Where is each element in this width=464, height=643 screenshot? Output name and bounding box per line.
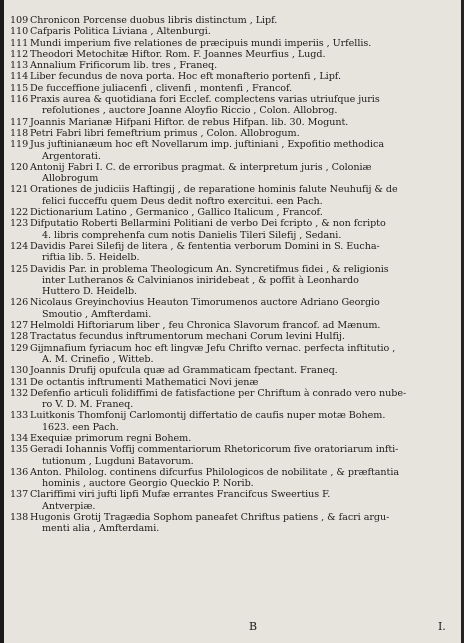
entry-title-continuation: Smoutio , Amfterdami. <box>42 308 152 320</box>
entry-number: 127 <box>10 320 29 332</box>
entry-number: 110 <box>10 26 29 38</box>
catalog-entry <box>10 60 450 71</box>
catalog-entry <box>10 241 450 264</box>
entry-number: 133 <box>10 410 29 422</box>
entry-title: Tractatus fecundus inftrumentorum mechani Corum levini Hulfij. <box>30 331 345 343</box>
catalog-entry <box>10 467 450 490</box>
entry-number: 132 <box>10 387 29 399</box>
catalog-entry <box>10 117 450 128</box>
entry-number: 131 <box>10 376 29 388</box>
catalog-entry <box>10 128 450 139</box>
entry-title-continuation: 1623. een Pach. <box>42 421 119 433</box>
entry-number: 122 <box>10 207 29 219</box>
entry-title-continuation: Allobrogum <box>42 173 99 185</box>
entry-number: 134 <box>10 432 29 444</box>
folio-mark: I. <box>438 620 446 633</box>
catalog-entry <box>10 218 450 241</box>
catalog-entry <box>10 377 450 388</box>
entry-number: 109 <box>10 15 29 26</box>
catalog-entry <box>10 331 450 342</box>
page-left-edge <box>0 0 4 643</box>
entry-number: 135 <box>10 444 29 456</box>
entry-title-continuation: felici fucceffu quem Deus dedit noftro exercitui. een Pach. <box>42 195 323 207</box>
catalog-entry <box>10 343 450 366</box>
entry-number: 116 <box>10 94 29 106</box>
entry-title: Petri Fabri libri femeftrium primus , Colon. Allobrogum. <box>30 127 300 139</box>
entry-title: De octantis inftrumenti Mathematici Novi jenæ <box>30 376 259 388</box>
catalog-entry <box>10 207 450 218</box>
catalog-entry <box>10 26 450 37</box>
catalog-entry <box>10 388 450 411</box>
entry-number: 129 <box>10 342 29 354</box>
entry-title: Dictionarium Latino , Germanico , Gallico Italicum , Francof. <box>30 207 323 219</box>
catalog-entry <box>10 365 450 376</box>
entry-title-continuation: refolutiones , auctore Joanne Aloyfio Riccio , Colon. Allobrog. <box>42 105 338 117</box>
entry-title: Davidis Parei Silefij de litera , & fententia verborum Domini in S. Eucha- <box>30 240 380 252</box>
catalog-entry <box>10 184 450 207</box>
entry-title: Luitkonis Thomfonij Carlomontij differtatio de caufis nuper motæ Bohem. <box>30 410 386 422</box>
entry-number: 111 <box>10 37 29 49</box>
entry-title: Davidis Par. in problema Theologicum An. Syncretifmus fidei , & religionis <box>30 263 389 275</box>
signature-mark: B <box>249 620 258 633</box>
entry-number: 115 <box>10 82 29 94</box>
catalog-entry <box>10 410 450 433</box>
entry-title: Orationes de judiciis Haftingij , de reparatione hominis falute Neuhufij & de <box>30 184 398 196</box>
entry-number: 118 <box>10 127 29 139</box>
catalog-entry <box>10 38 450 49</box>
catalog-entry <box>10 15 450 26</box>
book-catalog-list <box>10 15 450 535</box>
entry-title-continuation: tutionum , Lugduni Batavorum. <box>42 455 194 467</box>
entry-title: De fucceffione juliacenfi , clivenfi , montenfi , Francof. <box>30 82 293 94</box>
catalog-entry <box>10 433 450 444</box>
entry-title-continuation: Huttero D. Heidelb. <box>42 286 138 298</box>
entry-title: Hugonis Grotij Tragædia Sophom paneafet Chriftus patiens , & facri argu- <box>30 512 390 524</box>
entry-title-continuation: A. M. Crinefio , Witteb. <box>42 353 154 365</box>
entry-number: 125 <box>10 263 29 275</box>
entry-number: 114 <box>10 71 29 83</box>
entry-title: Defenfio articuli folidiffimi de fatisfactione per Chriftum à conrado vero nube- <box>30 387 407 399</box>
entry-number: 136 <box>10 466 29 478</box>
catalog-entry <box>10 444 450 467</box>
entry-title: Mundi imperium five relationes de præcipuis mundi imperiis , Urfellis. <box>30 37 372 49</box>
entry-title: Helmoldi Hiftoriarum liber , feu Chronica Slavorum francof. ad Mænum. <box>30 320 381 332</box>
entry-number: 126 <box>10 297 29 309</box>
entry-number: 130 <box>10 365 29 377</box>
catalog-entry <box>10 489 450 512</box>
entry-title-continuation: menti alia , Amfterdami. <box>42 523 160 535</box>
entry-title: Cafparis Politica Liviana , Altenburgi. <box>30 26 211 38</box>
catalog-entry <box>10 49 450 60</box>
entry-title: Jus juftinianæum hoc eft Novellarum imp. juftiniani , Expofitio methodica <box>30 139 384 151</box>
catalog-entry <box>10 264 450 298</box>
entry-title-continuation: Antverpiæ. <box>42 500 96 512</box>
entry-title: Exequiæ primorum regni Bohem. <box>30 432 192 444</box>
catalog-entry <box>10 512 450 535</box>
entry-title: Clariffimi viri jufti lipfi Mufæ errantes Francifcus Sweertius F. <box>30 489 331 501</box>
catalog-entry <box>10 297 450 320</box>
catalog-entry <box>10 139 450 162</box>
catalog-entry <box>10 162 450 185</box>
entry-number: 120 <box>10 161 29 173</box>
entry-number: 121 <box>10 184 29 196</box>
catalog-entry <box>10 94 450 117</box>
entry-title: Anton. Philolog. continens difcurfus Philologicos de nobilitate , & præftantia <box>30 466 400 478</box>
entry-title-continuation: riftia lib. 5. Heidelb. <box>42 252 140 264</box>
entry-number: 112 <box>10 48 29 60</box>
entry-number: 113 <box>10 60 29 72</box>
entry-number: 119 <box>10 139 29 151</box>
entry-title: Liber fecundus de nova porta. Hoc eft monafterio portenfi , Lipf. <box>30 71 341 83</box>
entry-title: Nicolaus Greyinchovius Heauton Timorumenos auctore Adriano Georgio <box>30 297 380 309</box>
entry-number: 128 <box>10 331 29 343</box>
entry-title: Difputatio Roberti Bellarmini Politiani de verbo Dei fcripto , & non fcripto <box>30 218 386 230</box>
entry-title-continuation: Argentorati. <box>42 150 101 162</box>
entry-title: Gijmnafium fyriacum hoc eft lingvæ Jefu Chrifto vernac. perfecta inftitutio , <box>30 342 396 354</box>
entry-number: 137 <box>10 489 29 501</box>
entry-title: Geradi Iohannis Voffij commentariorum Rhetoricorum five oratoriarum infti- <box>30 444 399 456</box>
entry-title: Theodori Metochitæ Hiftor. Rom. F. Joannes Meurfius , Lugd. <box>30 48 326 60</box>
catalog-entry <box>10 71 450 82</box>
entry-title-continuation: 4. libris comprehenfa cum notis Danielis Tileri Silefij , Sedani. <box>42 229 342 241</box>
entry-number: 124 <box>10 240 29 252</box>
entry-title: Joannis Drufij opufcula quæ ad Grammaticam fpectant. Franeq. <box>30 365 338 377</box>
catalog-entry <box>10 83 450 94</box>
entry-title: Joannis Marianæ Hifpani Hiftor. de rebus Hifpan. lib. 30. Mogunt. <box>30 116 349 128</box>
entry-title: Antonij Fabri I. C. de erroribus pragmat. & interpretum juris , Coloniæ <box>30 161 372 173</box>
entry-number: 117 <box>10 116 29 128</box>
entry-number: 123 <box>10 218 29 230</box>
entry-title-continuation: inter Lutheranos & Calvinianos iniridebeat , & poffit à Leonhardo <box>42 274 359 286</box>
entry-title: Chronicon Porcense duobus libris distinctum , Lipf. <box>30 15 278 26</box>
entry-number: 138 <box>10 512 29 524</box>
entry-title: Praxis aurea & quotidiana fori Ecclef. complectens varias utriufque juris <box>30 94 380 106</box>
entry-title-continuation: ro V. D. M. Franeq. <box>42 399 134 411</box>
entry-title: Annalium Frificorum lib. tres , Franeq. <box>30 60 218 72</box>
catalog-entry <box>10 320 450 331</box>
entry-title-continuation: hominis , auctore Georgio Queckio P. Norib. <box>42 478 254 490</box>
